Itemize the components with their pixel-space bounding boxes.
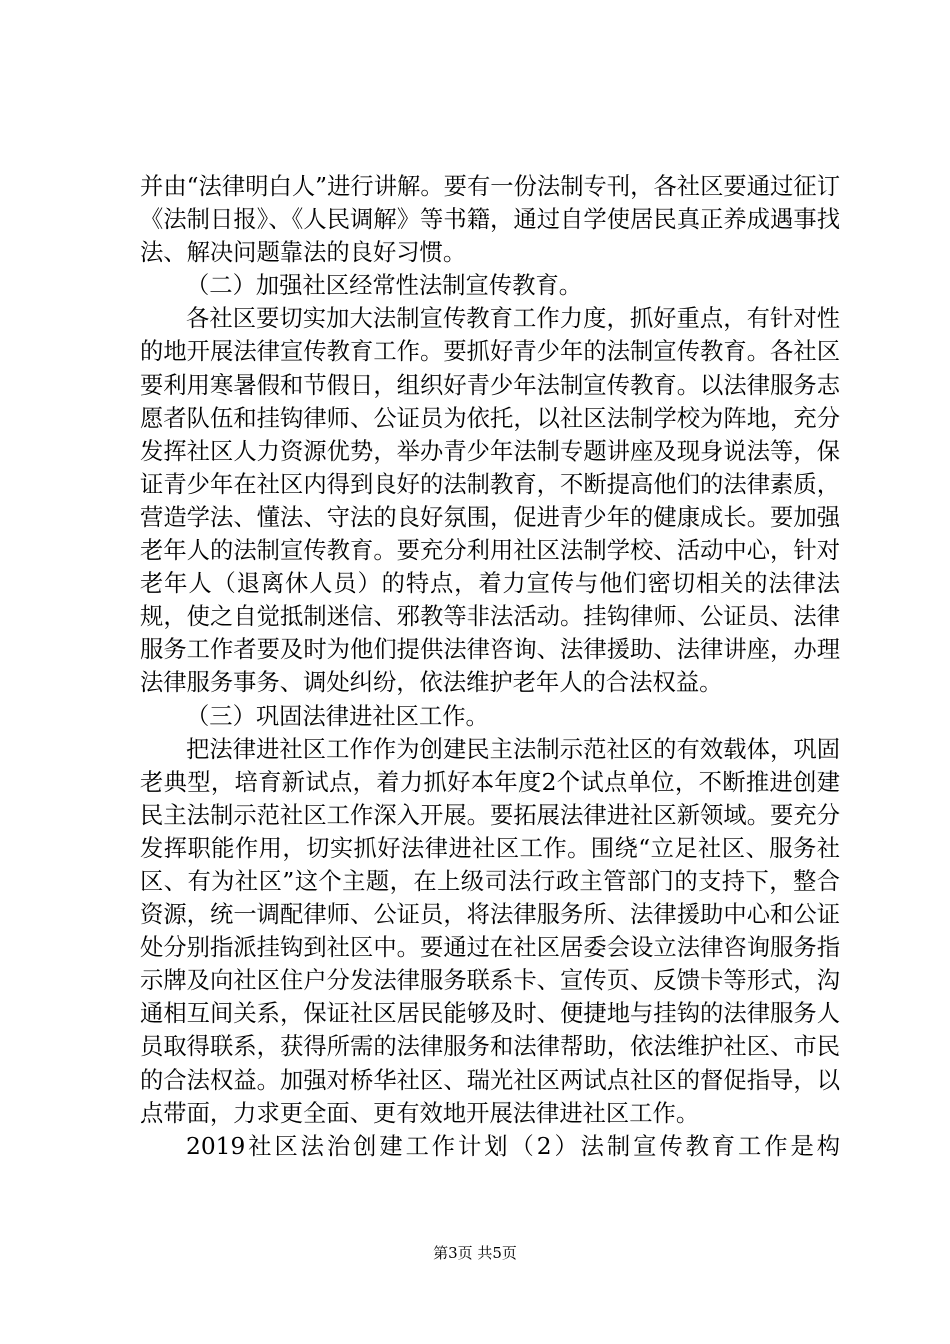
section-heading-2: （二）加强社区经常性法制宣传教育。 xyxy=(186,272,583,300)
paragraph-law-into-community: 把法律进社区工作作为创建民主法制示范社区的有效载体，巩固老典型，培育新试点，着力抓好本年度2个试点单位，不断推进创建民主法制示范社区工作深入开展。要拓展法律进社区新领域。要充分发挥职能作用，切实抓好法律进社区工作。围绕“立足社区、服务社区、有为社区”这个主题，在上级司法行政主管部门的支持下，整合资源，统一调配律师、公证员，将法律服务所、法律援助中心和公证处分别指派挂钩到社区中。要通过在社区居委会设立法律咨询服务指示牌及向社区住户分发法律服务联系卡、宣传页、反馈卡等形式，沟通相互间关系，保证社区居民能够及时、便捷地与挂钩的法律服务人员取得联系，获得所需的法律服务和法律帮助，依法维护社区、市民的合法权益。加强对桥华社区、瑞光社区两试点社区的督促指导，以点带面，力求更全面、更有效地开展法律进社区工作。 xyxy=(140,735,840,1127)
section-heading-3: （三）巩固法律进社区工作。 xyxy=(186,702,489,730)
page-footer: 第3页 共5页 xyxy=(433,1244,517,1262)
paragraph-continuation: 并由“法律明白人”进行讲解。要有一份法制专刊，各社区要通过征订《法制日报》、《人民调解》等书籍，通过自学使居民真正养成遇事找法、解决问题靠法的良好习惯。 xyxy=(140,173,840,267)
paragraph-community-education: 各社区要切实加大法制宣传教育工作力度，抓好重点，有针对性的地开展法律宣传教育工作。要抓好青少年的法制宣传教育。各社区要利用寒暑假和节假日，组织好青少年法制宣传教育。以法律服务志愿者队伍和挂钩律师、公证员为依托，以社区法制学校为阵地，充分发挥社区人力资源优势，举办青少年法制专题讲座及现身说法等，保证青少年在社区内得到良好的法制教育，不断提高他们的法律素质，营造学法、懂法、守法的良好氛围，促进青少年的健康成长。要加强老年人的法制宣传教育。要充分利用社区法制学校、活动中心，针对老年人（退离休人员）的特点，着力宣传与他们密切相关的法律法规，使之自觉抵制迷信、邪教等非法活动。挂钩律师、公证员、法律服务工作者要及时为他们提供法律咨询、法律援助、法律讲座，办理法律服务事务、调处纠纷，依法维护老年人的合法权益。 xyxy=(140,305,840,697)
paragraph-plan-2019: 2019社区法治创建工作计划（2）法制宣传教育工作是构 xyxy=(186,1132,840,1160)
document-body xyxy=(140,170,840,1163)
